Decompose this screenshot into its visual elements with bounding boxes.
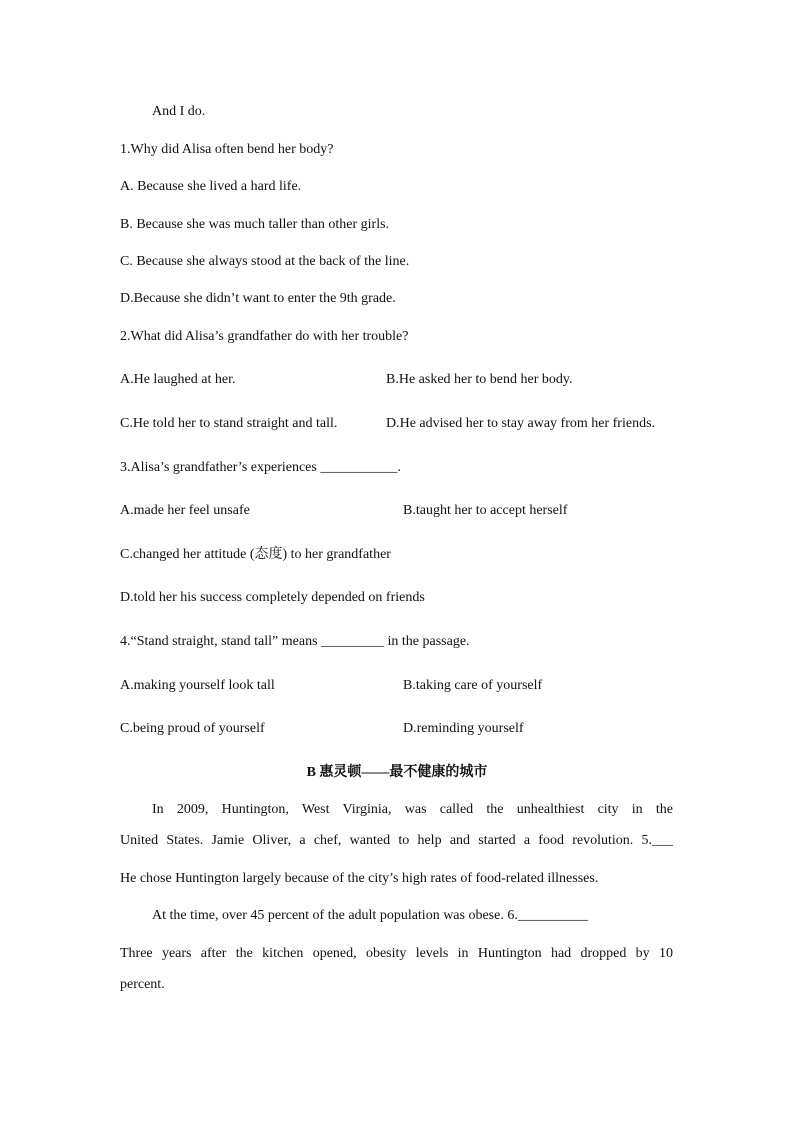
question-3: 3.Alisa’s grandfather’s experiences ___________. (120, 460, 401, 475)
option-3b: B.taught her to accept herself (403, 503, 568, 518)
option-2b: B.He asked her to bend her body. (386, 372, 573, 387)
option-1c: C. Because she always stood at the back of the line. (120, 254, 410, 269)
passage-line: United States. Jamie Oliver, a chef, wanted to help and started a food revolution. 5.___ (120, 833, 673, 848)
option-2a: A.He laughed at her. (120, 372, 236, 387)
option-4c: C.being proud of yourself (120, 721, 265, 736)
option-1b: B. Because she was much taller than other girls. (120, 217, 390, 232)
question-4: 4.“Stand straight, stand tall” means _________ in the passage. (120, 634, 470, 649)
question-1: 1.Why did Alisa often bend her body? (120, 142, 334, 157)
option-1d: D.Because she didn’t want to enter the 9th grade. (120, 291, 396, 306)
option-2d: D.He advised her to stay away from her friends. (386, 416, 656, 431)
option-4d: D.reminding yourself (403, 721, 524, 736)
text-line: And I do. (152, 104, 206, 119)
option-3d: D.told her his success completely depended on friends (120, 590, 425, 605)
section-heading: B 惠灵顿——最不健康的城市 (306, 765, 488, 780)
passage-line: In 2009, Huntington, West Virginia, was called the unhealthiest city in the (152, 802, 673, 817)
question-2: 2.What did Alisa’s grandfather do with her trouble? (120, 329, 409, 344)
passage-line: percent. (120, 977, 165, 992)
option-4b: B.taking care of yourself (403, 678, 543, 693)
option-3a: A.made her feel unsafe (120, 503, 250, 518)
passage-line: Three years after the kitchen opened, obesity levels in Huntington had dropped by 10 (120, 946, 673, 961)
option-3c: C.changed her attitude (态度) to her grandfather (120, 547, 391, 562)
option-1a: A. Because she lived a hard life. (120, 179, 302, 194)
passage-line: He chose Huntington largely because of the city’s high rates of food-related illnesses. (120, 871, 599, 886)
option-2c: C.He told her to stand straight and tall. (120, 416, 338, 431)
passage-line: At the time, over 45 percent of the adult population was obese. 6.__________ (152, 908, 588, 923)
option-4a: A.making yourself look tall (120, 678, 275, 693)
